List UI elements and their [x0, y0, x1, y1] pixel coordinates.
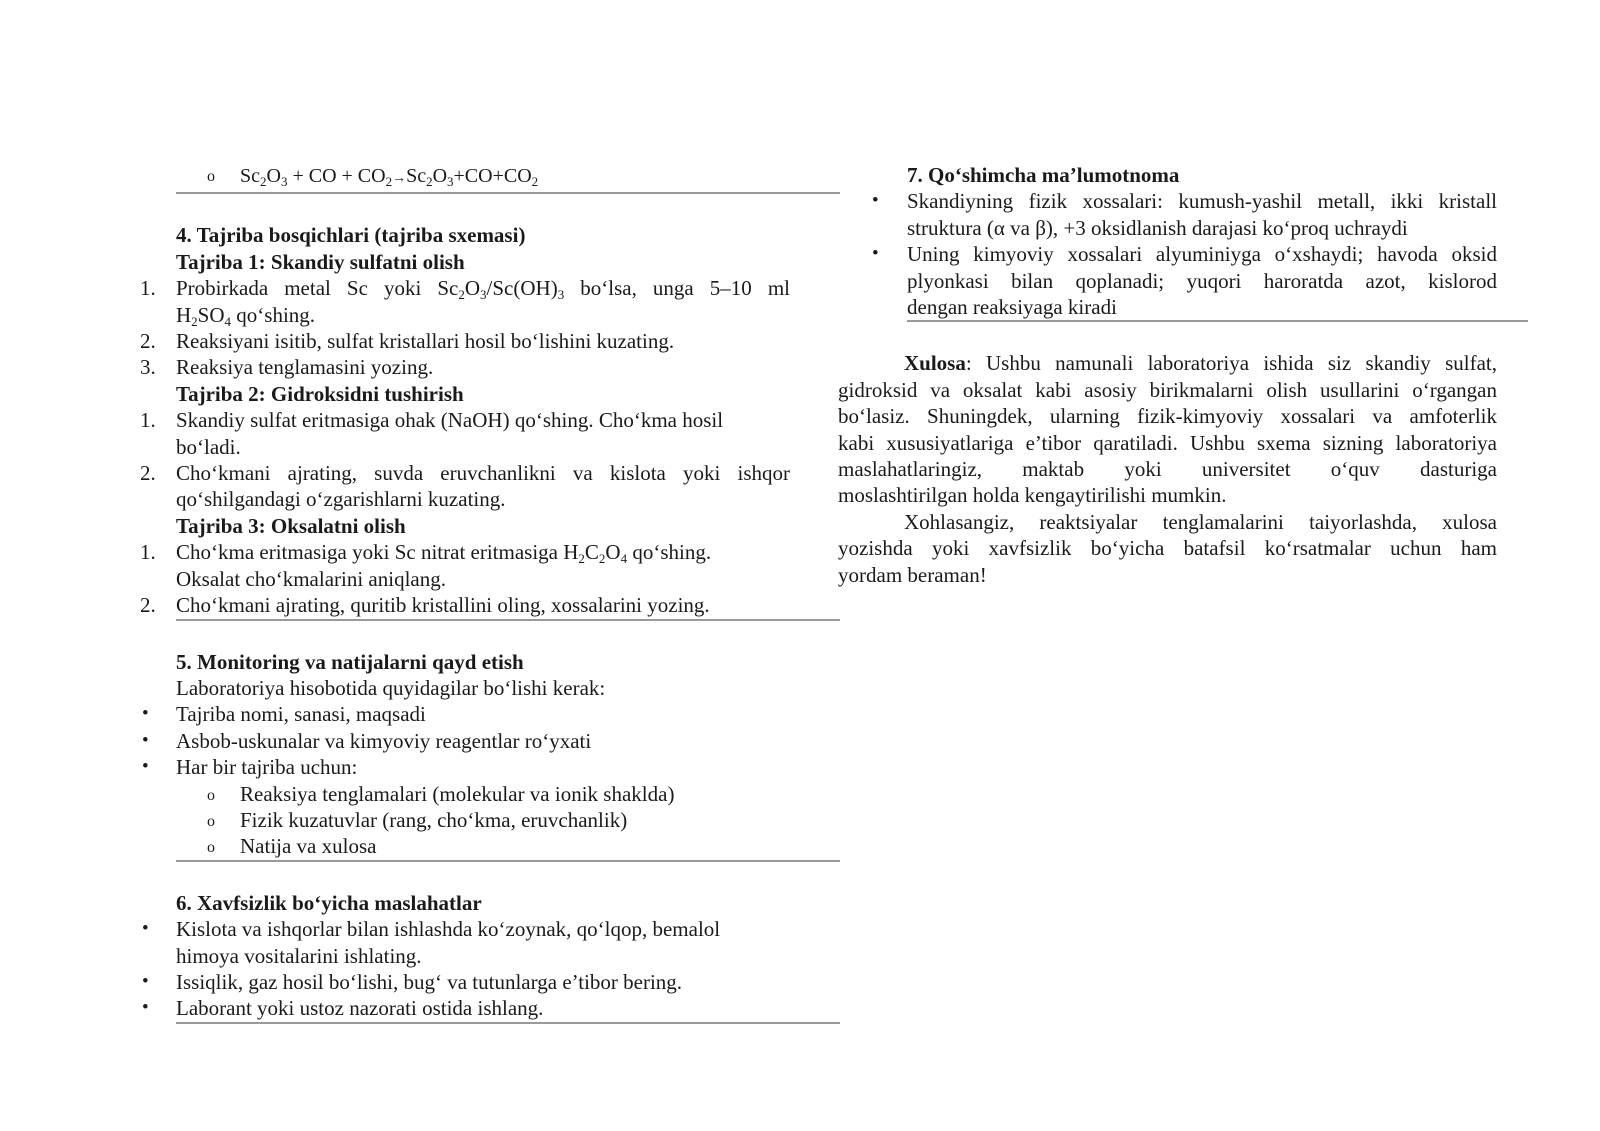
section-4 [140, 222, 840, 618]
sub-bullet-marker: o [207, 168, 215, 185]
section-6 [140, 890, 840, 1022]
section-heading: 4. Tajriba bosqichlari (tajriba sxemasi) [176, 223, 526, 248]
sub-bullet-marker: o [207, 812, 215, 830]
bullet-marker: • [142, 703, 149, 725]
bullet-marker: • [142, 756, 149, 778]
section-heading: 7. Qo‘shimcha ma’lumotnoma [907, 163, 1180, 187]
experiment-title: Tajriba 3: Oksalatni olish [176, 513, 406, 538]
list-item: • Skandiyning fizik xossalari: kumush-yashil metall, ikki kristall struktura (α va β), +3 oksidlanish darajasi ko‘proq uchraydi [872, 189, 1497, 240]
list-item: • Asbob-uskunalar va kimyoviy reagentlar ro‘yxati [142, 728, 592, 753]
list-item: • Har bir tajriba uchun: [142, 755, 358, 780]
conclusion-paragraph: Xulosa: Ushbu namunali laboratoriya ishida siz skandiy sulfat, gidroksid va oksalat kabi asosiy birikmalarni olish usullarini o‘rgangan bo‘lasiz. Shuningdek, ularning fizik-kimyoviy xossalari va amfoterlik kabi xususiyatlariga e’tibor qaratiladi. Ushbu sxema sizning laboratoriya maslahatlaringiz, maktab yoki universitet o‘quv dasturiga moslashtirilgan holda kengaytirilishi mumkin. [838, 351, 1497, 508]
bullet-marker: • [872, 243, 879, 265]
list-item: 2. Reaksiyani isitib, sulfat kristallari hosil bo‘lishini kuzating. [140, 329, 675, 354]
list-item: 3. Reaksiya tenglamasini yozing. [140, 355, 434, 380]
section-7 [838, 162, 1498, 320]
bullet-marker: • [142, 997, 149, 1019]
bullet-marker: • [142, 729, 149, 751]
section-intro: Laboratoriya hisobotida quyidagilar bo‘lishi kerak: [176, 675, 606, 700]
list-item: • Kislota va ishqorlar bilan ishlashda ko‘zoynak, qo‘lqop, bemalol himoya vositalarini ishlating. [142, 917, 721, 968]
list-item: 2. Cho‘kmani ajrating, quritib kristallini oling, xossalarini yozing. [140, 593, 710, 618]
list-item: 2. Cho‘kmani ajrating, suvda eruvchanlikni va kislota yoki ishqor qo‘shilgandagi o‘zgarishlarni kuzating. [140, 461, 790, 512]
bullet-marker: • [142, 970, 149, 992]
bullet-marker: • [142, 918, 149, 940]
list-item: • Tajriba nomi, sanasi, maqsadi [142, 702, 426, 727]
list-item: • Laborant yoki ustoz nazorati ostida ishlang. [142, 996, 544, 1021]
list-item: 1. Skandiy sulfat eritmasiga ohak (NaOH) qo‘shing. Cho‘kma hosil bo‘ladi. [140, 408, 724, 459]
list-item: 1. Cho‘kma eritmasiga yoki Sc nitrat eritmasiga $H_2C_2O_4$ qo‘shing. Oksalat cho‘kmalarini aniqlang. [140, 540, 712, 591]
offer-paragraph: Xohlasangiz, reaktsiyalar tenglamalarini taiyorlashda, xulosa yozishda yoki xavfsizlik bo‘yicha batafsil ko‘rsatmalar uchun ham yordam beraman! [838, 509, 1497, 587]
chemical-equation: $Sc_2O_3$ + CO + $CO_2\to Sc_2O_3+CO+CO_2$ [240, 165, 539, 189]
list-item: • Uning kimyoviy xossalari alyuminiyga o‘xshaydi; havoda oksid plyonkasi bilan qoplanadi; yuqori haroratda azot, kislorod dengan reaksiyaga kiradi [872, 242, 1497, 320]
conclusion-label: Xulosa [904, 351, 966, 376]
sub-bullet-marker: o [207, 786, 215, 804]
experiment-title: Tajriba 2: Gidroksidni tushirish [176, 381, 464, 406]
sub-bullet-marker: o [207, 839, 215, 857]
list-item: • Issiqlik, gaz hosil bo‘lishi, bug‘ va tutunlarga e’tibor bering. [142, 969, 683, 994]
right-column [838, 162, 1498, 588]
section-heading: 6. Xavfsizlik bo‘yicha maslahatlar [176, 890, 482, 915]
sub-list-item: o Natija va xulosa [140, 833, 840, 859]
sub-list-item: o Fizik kuzatuvlar (rang, cho‘kma, eruvchanlik) [140, 807, 840, 833]
equation-line [140, 162, 840, 192]
sub-list-item: o Reaksiya tenglamalari (molekular va ionik shaklda) [140, 781, 840, 807]
section-heading: 5. Monitoring va natijalarni qayd etish [176, 649, 524, 674]
left-column [140, 162, 840, 1024]
bullet-marker: • [872, 190, 879, 212]
section-divider [176, 1022, 840, 1024]
section-5 [140, 649, 840, 860]
experiment-title: Tajriba 1: Skandiy sulfatni olish [176, 249, 465, 274]
list-item: 1. Probirkada metal Sc yoki $Sc_2O_3/Sc(OH)_3$ bo‘lsa, unga 5–10 ml $H_2SO_4$ qo‘shing. [140, 276, 791, 329]
